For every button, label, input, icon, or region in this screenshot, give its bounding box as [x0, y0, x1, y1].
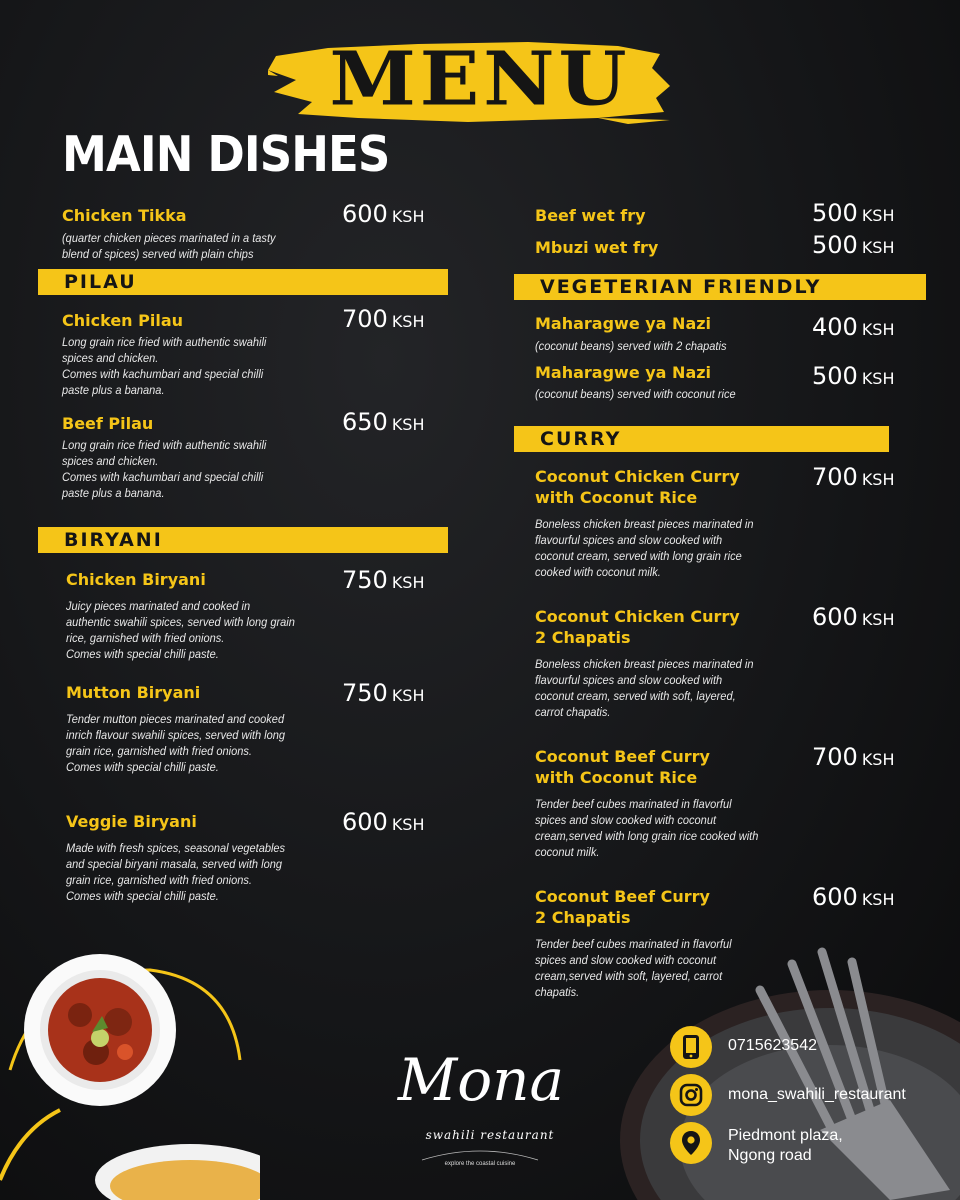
main-dishes-heading: MAIN DISHES — [62, 126, 390, 183]
item-price: 750 KSH — [342, 679, 425, 707]
item-price: 600 KSH — [812, 603, 895, 631]
item-price: 700 KSH — [812, 743, 895, 771]
item-description: Long grain rice fried with authentic swahili spices and chicken. Comes with kachumbari and special chilli paste plus a banana. — [62, 438, 267, 500]
item-price: 500 KSH — [812, 231, 895, 259]
item-price: 700 KSH — [342, 305, 425, 333]
item-name: Coconut Beef Curry 2 Chapatis — [535, 887, 710, 927]
item-price: 600 KSH — [812, 883, 895, 911]
section-pilau: PILAU — [38, 269, 448, 295]
item-description: (coconut beans) served with 2 chapatis — [535, 339, 727, 353]
phone-number[interactable]: 0715623542 — [728, 1037, 817, 1054]
phone-icon — [670, 1026, 712, 1068]
item-price: 500 KSH — [812, 362, 895, 390]
item-description: Tender beef cubes marinated in flavorful spices and slow cooked with coconut cream,served with long grain rice cooked with coconut milk. — [535, 797, 759, 859]
item-price: 400 KSH — [812, 313, 895, 341]
item-description: Tender mutton pieces marinated and cooked inrich flavour swahili spices, served with long grain rice, garnished with fried onions. Comes with special chilli paste. — [66, 712, 286, 774]
item-name: Mutton Biryani — [66, 683, 201, 702]
item-description: Long grain rice fried with authentic swahili spices and chicken. Comes with kachumbari and special chilli paste plus a banana. — [62, 335, 267, 397]
item-price: 600 KSH — [342, 200, 425, 228]
item-name: Beef wet fry — [535, 206, 646, 225]
item-price: 600 KSH — [342, 808, 425, 836]
item-name: Coconut Chicken Curry with Coconut Rice — [535, 467, 740, 507]
location-pin-icon — [670, 1122, 712, 1164]
logo-arc — [420, 1148, 540, 1162]
item-name: Mbuzi wet fry — [535, 238, 659, 257]
item-description: Boneless chicken breast pieces marinated in flavourful spices and slow cooked with coconut cream, served with soft, layered, carrot chapatis. — [535, 657, 754, 719]
item-name: Beef Pilau — [62, 414, 154, 433]
item-description: (quarter chicken pieces marinated in a tasty blend of spices) served with plain chips — [62, 231, 276, 261]
item-name: Chicken Tikka — [62, 206, 187, 225]
item-description: Tender beef cubes marinated in flavorful spices and slow cooked with coconut cream,served with soft, layered, carrot chapatis. — [535, 937, 732, 999]
item-price: 700 KSH — [812, 463, 895, 491]
item-name: Maharagwe ya Nazi — [535, 314, 712, 333]
item-price: 750 KSH — [342, 566, 425, 594]
item-description: (coconut beans) served with coconut rice — [535, 387, 736, 401]
instagram-handle[interactable]: mona_swahili_restaurant — [728, 1086, 906, 1103]
item-price: 500 KSH — [812, 199, 895, 227]
section-vegetarian: VEGETERIAN FRIENDLY — [514, 274, 926, 300]
logo-subtitle: swahili restaurant — [425, 1128, 555, 1142]
item-name: Maharagwe ya Nazi — [535, 363, 712, 382]
curry-bowl-photo — [0, 930, 260, 1200]
item-price: 650 KSH — [342, 408, 425, 436]
item-name: Chicken Pilau — [62, 311, 184, 330]
item-description: Juicy pieces marinated and cooked in authentic swahili spices, served with long grain rice, garnished with fried onions. Comes with special chilli paste. — [66, 599, 295, 661]
address: Piedmont plaza, Ngong road — [728, 1127, 843, 1164]
logo-tagline: explore the coastal cuisine — [444, 1161, 516, 1167]
item-name: Coconut Beef Curry with Coconut Rice — [535, 747, 710, 787]
item-name: Veggie Biryani — [66, 812, 197, 831]
section-curry: CURRY — [514, 426, 889, 452]
menu-title: MENU — [329, 36, 631, 123]
item-name: Coconut Chicken Curry 2 Chapatis — [535, 607, 740, 647]
restaurant-logo: Mona — [397, 1046, 565, 1114]
item-description: Boneless chicken breast pieces marinated in flavourful spices and slow cooked with coconut cream, served with long grain rice cooked with coconut milk. — [535, 517, 754, 579]
section-biryani: BIRYANI — [38, 527, 448, 553]
item-name: Chicken Biryani — [66, 570, 206, 589]
item-description: Made with fresh spices, seasonal vegetables and special biryani masala, served with long grain rice, garnished with fried onions. Comes with special chilli paste. — [66, 841, 286, 903]
instagram-icon — [670, 1074, 712, 1116]
